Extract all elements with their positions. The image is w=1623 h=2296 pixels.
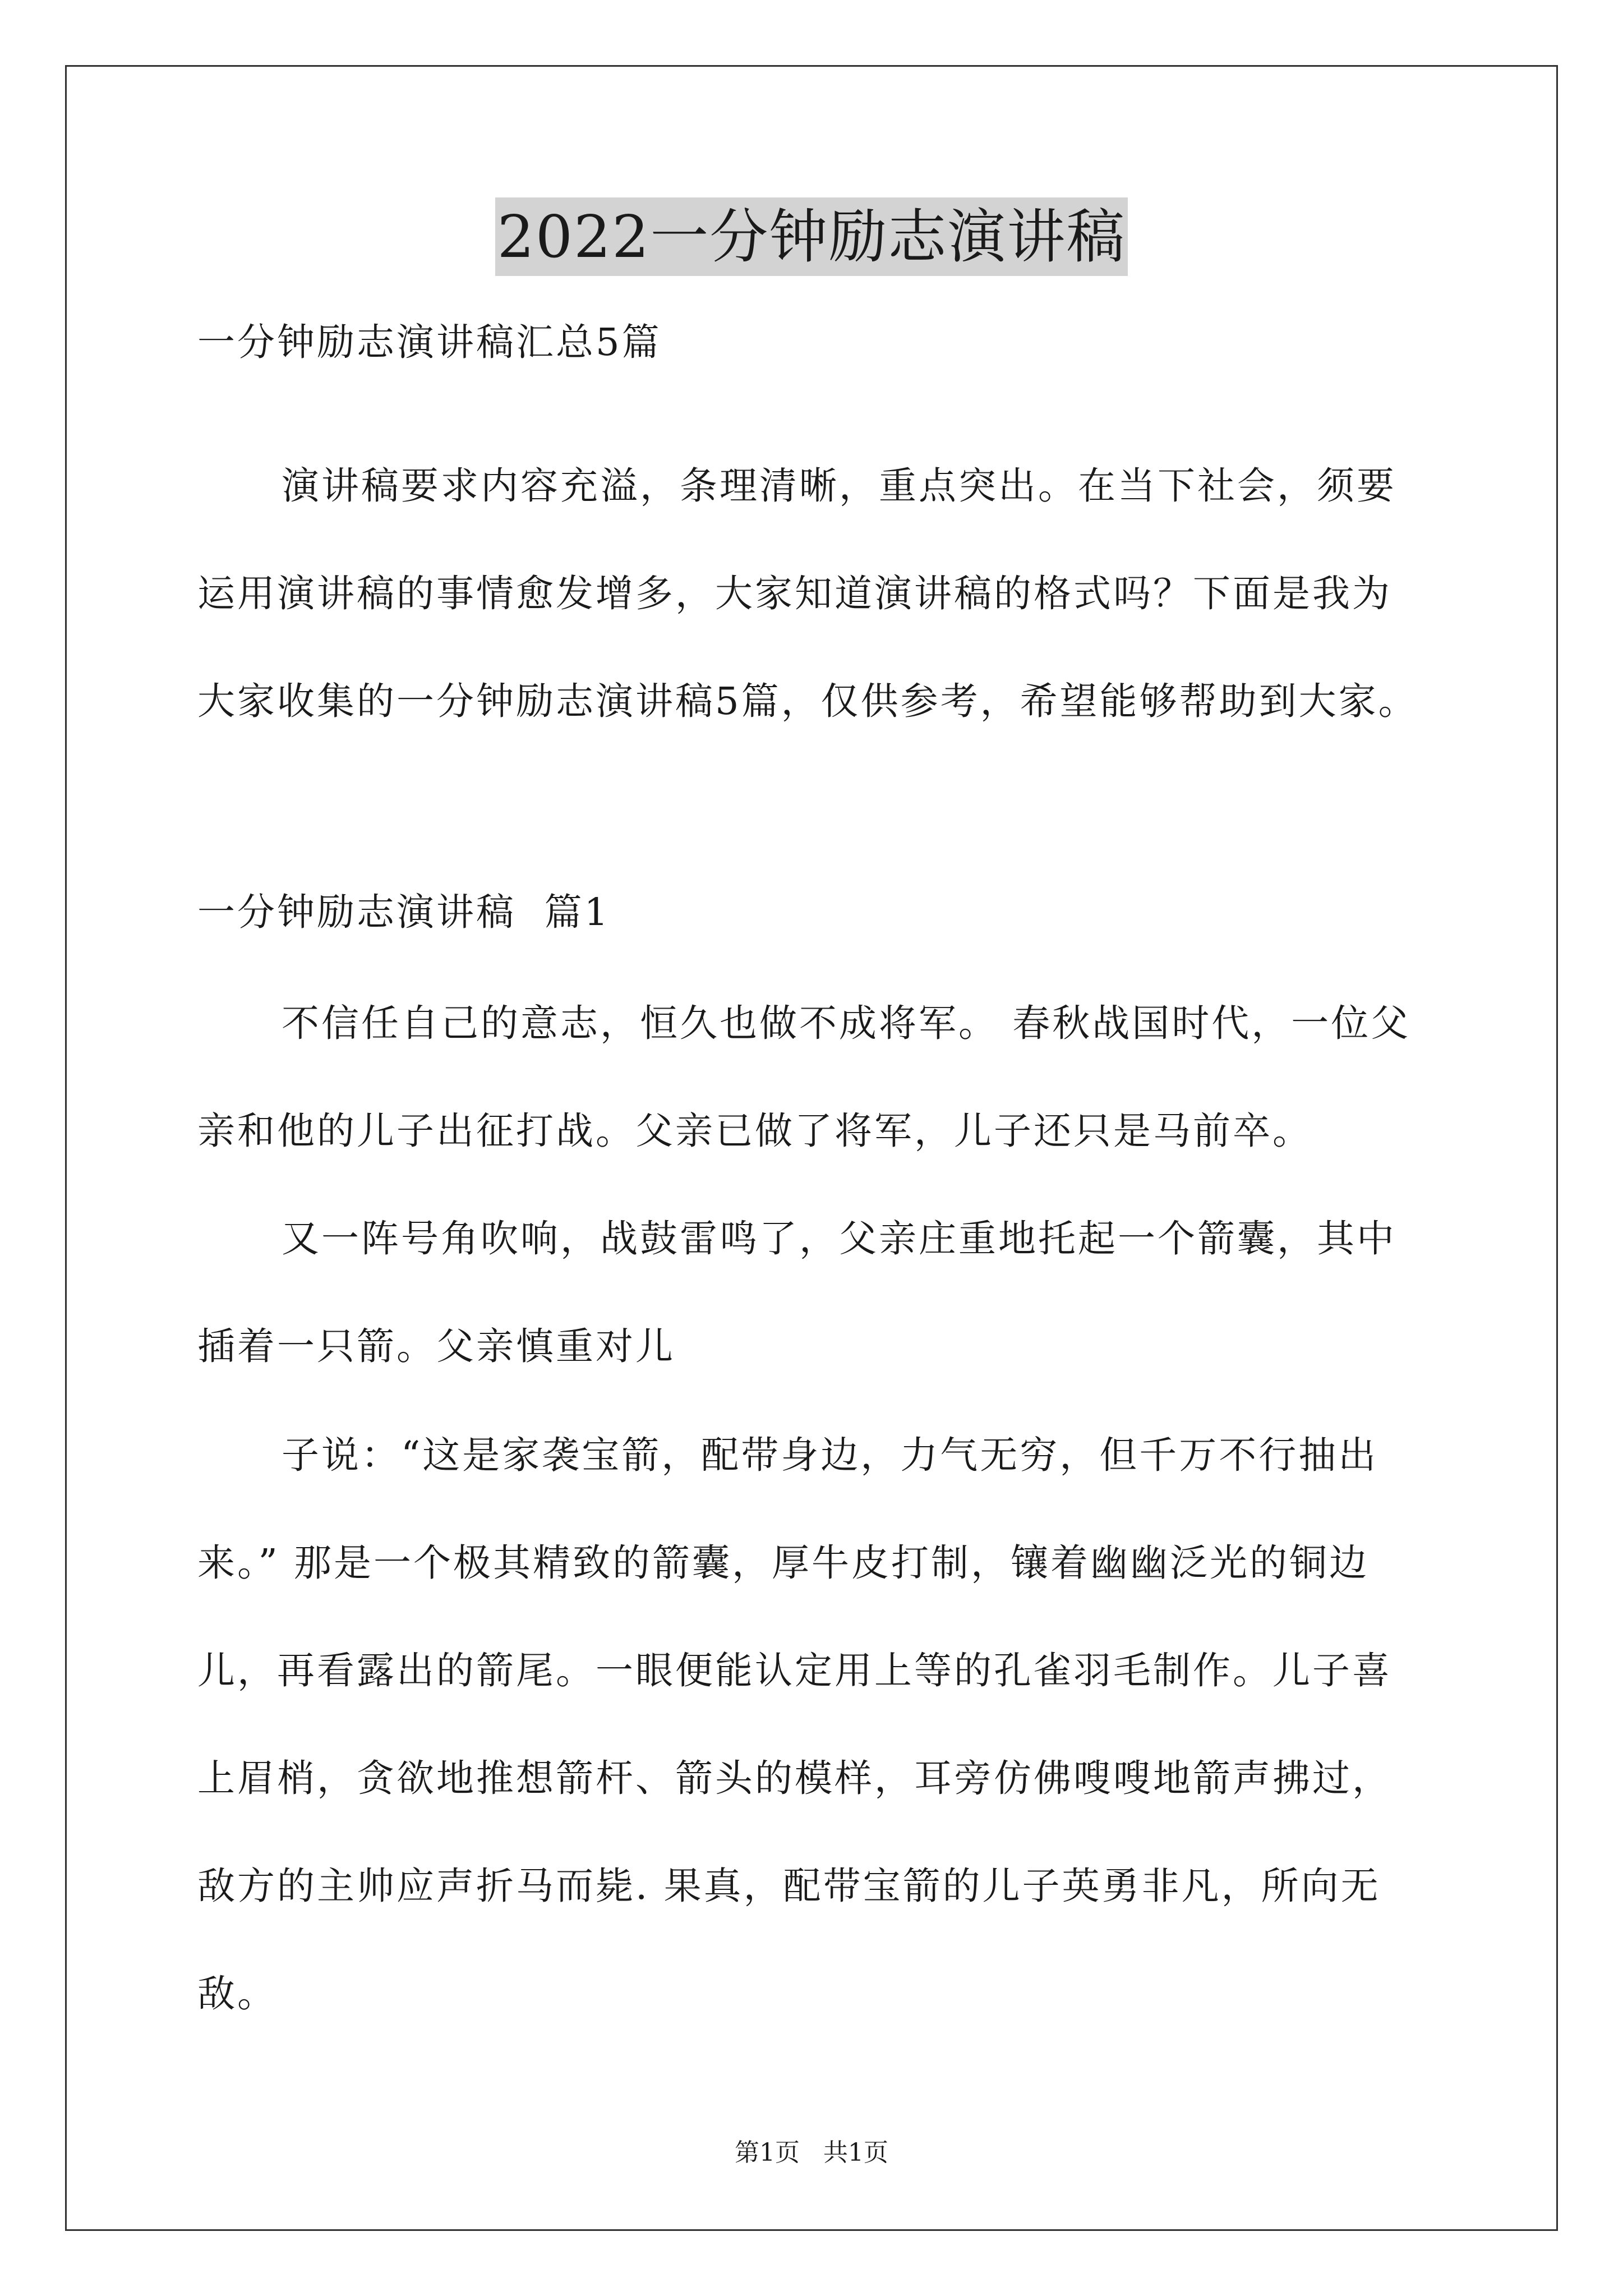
intro-line-1: 演讲稿要求内容充溢，条理清晰，重点突出。在当下社会，须要 [282,464,1396,508]
body-line-9: 敌方的主帅应声折马而毙. 果真，配带宝箭的儿子英勇非凡，所向无 [197,1864,1381,1908]
body-line-5: 子说：“这是家袭宝箭，配带身边，力气无穷，但千万不行抽出 [282,1433,1378,1477]
body-line-6: 来。” 那是一个极其精致的箭囊，厚牛皮打制，镶着幽幽泛光的铜边 [197,1541,1370,1585]
body-line-4: 插着一只箭。父亲慎重对儿 [197,1324,675,1368]
page-total: 共1页 [823,2138,888,2167]
body-line-1: 不信任自己的意志，恒久也做不成将军。 春秋战国时代，一位父 [282,1001,1411,1045]
subtitle: 一分钟励志演讲稿汇总5篇 [197,320,662,364]
title-container [0,197,1623,276]
body-line-8: 上眉梢，贪欲地推想箭杆、箭头的模样，耳旁仿佛嗖嗖地箭声拂过， [197,1756,1392,1800]
page-footer [0,2136,1623,2170]
body-line-7: 儿，再看露出的箭尾。一眼便能认定用上等的孔雀羽毛制作。儿子喜 [197,1649,1392,1692]
body-line-10: 敌。 [197,1972,277,2016]
page-number: 第1页 [735,2138,800,2167]
document-title: 2022一分钟励志演讲稿 [495,197,1128,276]
section-heading: 一分钟励志演讲稿 篇1 [197,890,611,934]
intro-line-3: 大家收集的一分钟励志演讲稿5篇，仅供参考，希望能够帮助到大家。 [197,679,1418,723]
body-line-3: 又一阵号角吹响，战鼓雷鸣了，父亲庄重地托起一个箭囊，其中 [282,1217,1396,1260]
intro-line-2: 运用演讲稿的事情愈发增多，大家知道演讲稿的格式吗？下面是我为 [197,572,1392,615]
body-line-2: 亲和他的儿子出征打战。父亲已做了将军，儿子还只是马前卒。 [197,1109,1312,1153]
